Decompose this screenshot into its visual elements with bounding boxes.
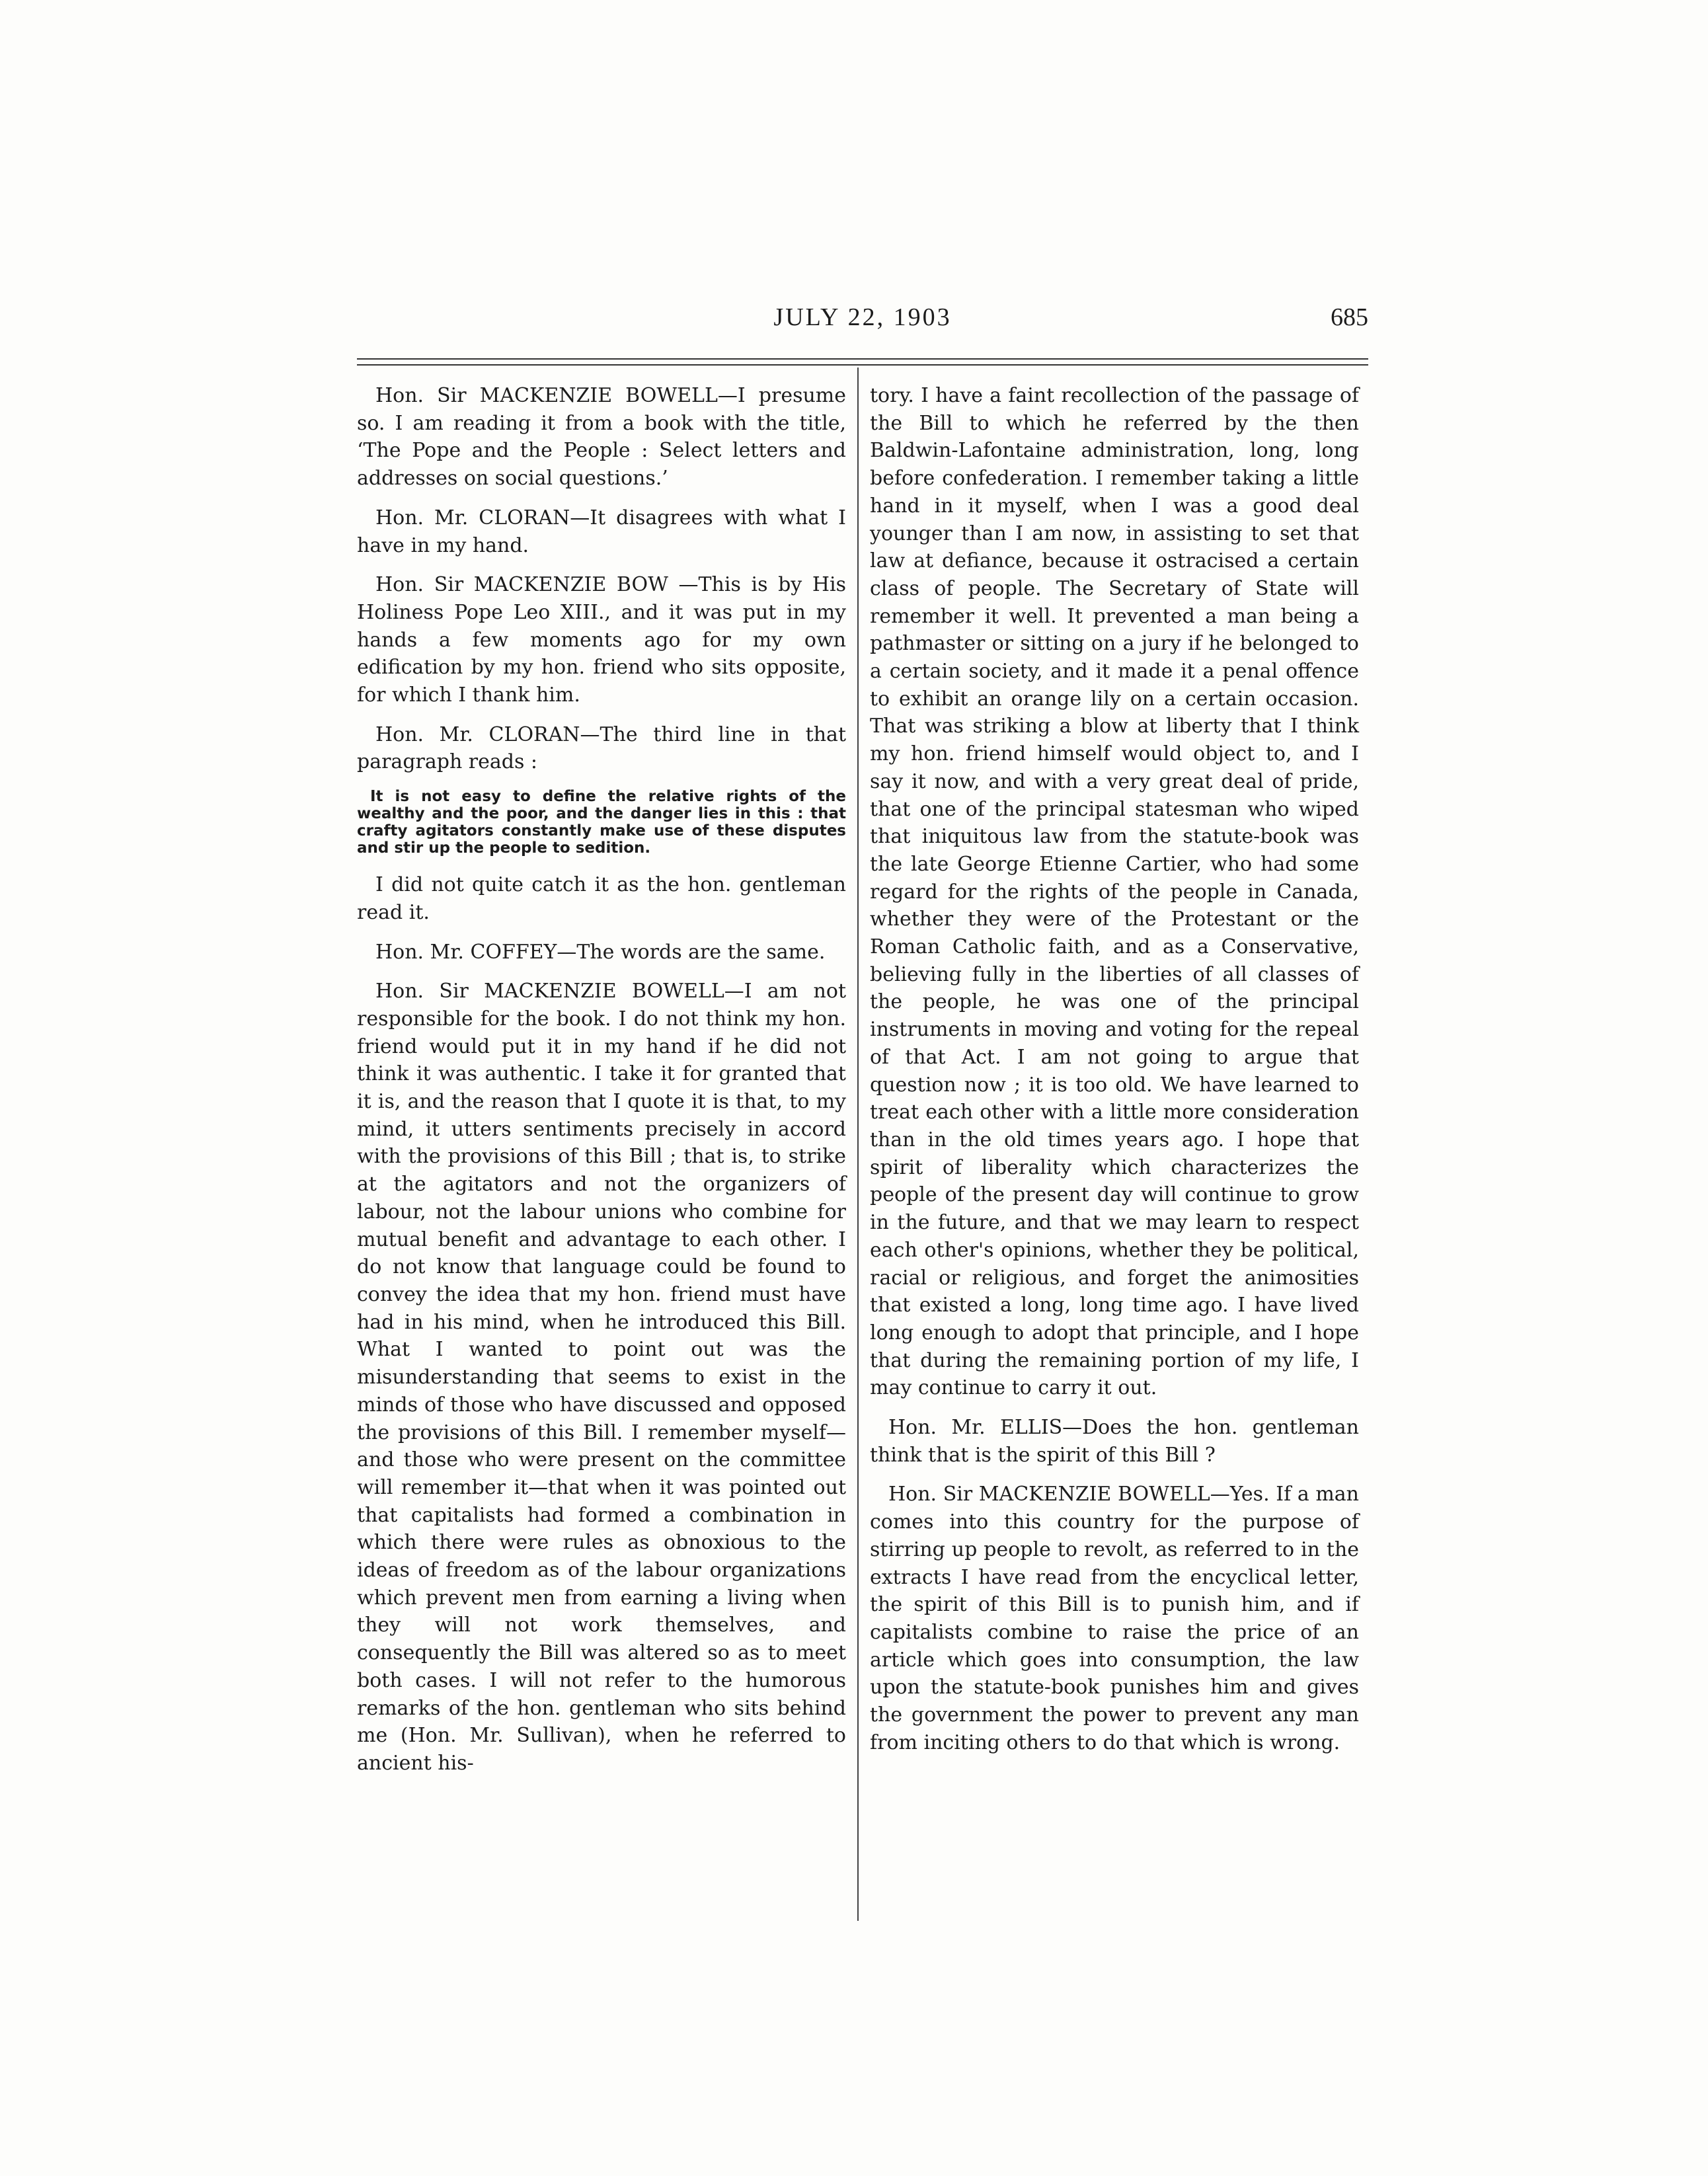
paragraph: Hon. Sir MACKENZIE BOWELL—Yes. If a man comes into this country for the purpose of stirring up people to revolt, as referred to in the extracts I have read from the encyclical letter, the spirit of this Bill is to punish him, and if capitalists combine to raise the price of an article which goes into consumption, the law upon the statute-book punishes him and gives the government the power to prevent any man from inciting others to do that which is wrong. [870, 1483, 1359, 1754]
page-header [357, 303, 1368, 342]
paragraph: Hon. Sir MACKENZIE BOWELL—I am not responsible for the book. I do not think my hon. friend would put it in my hand if he did not think it was authentic. I take it for granted that it is, and the reason that I quote it is that, to my mind, it utters sentiments precisely in accord with the provisions of this Bill ; that is, to strike at the agitators and not the organizers of labour, not the labour unions who combine for mutual benefit and advantage to each other. I do not know that language could be found to convey the idea that my hon. friend must have had in his mind, when he introduced this Bill. What I wanted to point out was the misunderstanding that seems to exist in the minds of those who have discussed and opposed the provisions of this Bill. I remember myself—and those who were present on the committee will remember it—that when it was pointed out that capitalists had formed a combination in which there were rules as obnoxious to the ideas of freedom as of the labour organizations which prevent men from earning a living when they will not work themselves, and consequently the Bill was altered so as to meet both cases. I will not refer to the humorous remarks of the hon. gentleman who sits behind me (Hon. Mr. Sullivan), when he referred to ancient his- [357, 980, 846, 1775]
right-column [870, 382, 1359, 1768]
paragraph: Hon. Mr. CLORAN—The third line in that paragraph reads : [357, 722, 846, 774]
header-rule-bottom [357, 364, 1368, 366]
left-column [357, 382, 846, 1789]
page-date: JULY 22, 1903 [773, 303, 952, 331]
page-number: 685 [1331, 303, 1368, 331]
paragraph: Hon. Sir MACKENZIE BOWELL—I presume so. I am reading it from a book with the title, ‘The Pope and the People : Select letters and addresses on social questions.’ [357, 384, 846, 490]
paragraph: Hon. Mr. ELLIS—Does the hon. gentleman think that is the spirit of this Bill ? [870, 1416, 1359, 1467]
paragraph: I did not quite catch it as the hon. gentleman read it. [357, 873, 846, 924]
header-rule-top [357, 358, 1368, 360]
paragraph-continued: tory. I have a faint recollection of the passage of the Bill to which he referred by the then Baldwin-Lafontaine administration, long, long before confederation. I remember taking a little hand in it myself, when I was a good deal younger than I am now, in assisting to set that law at defiance, because it ostracised a certain class of people. The Secretary of State will remember it well. It prevented a man being a pathmaster or sitting on a jury if he belonged to a certain society, and it made it a penal offence to exhibit an orange lily on a certain occasion. That was striking a blow at liberty that I think my hon. friend himself would object to, and I say it now, and with a very great deal of pride, that one of the principal statesman who wiped that iniquitous law from the statute-book was the late George Etienne Cartier, who had some regard for the rights of the people in Canada, whether they were of the Protestant or the Roman Catholic faith, and as a Conservative, believing fully in the liberties of all classes of the people, he was one of the principal instruments in moving and voting for the repeal of that Act. I am not going to argue that question now ; it is too old. We have learned to treat each other with a little more consideration than in the old times years ago. I hope that spirit of liberality which characterizes the people of the present day will continue to grow in the future, and that we may learn to respect each other's opinions, whether they be political, racial or religious, and forget the animosities that existed a long, long time ago. I have lived long enough to adopt that principle, and I hope that during the remaining portion of my life, I may continue to carry it out. [870, 384, 1359, 1400]
block-quote: It is not easy to define the relative rights of the wealthy and the poor, and the danger lies in this : that crafty agitators constantly make use of these disputes and stir up the people to sedition. [357, 788, 846, 857]
paragraph: Hon. Mr. CLORAN—It disagrees with what I have in my hand. [357, 506, 846, 557]
paragraph: Hon. Mr. COFFEY—The words are the same. [375, 940, 826, 964]
column-divider [857, 368, 859, 1921]
paragraph: Hon. Sir MACKENZIE BOW —This is by His Holiness Pope Leo XIII., and it was put in my hands a few moments ago for my own edification by my hon. friend who sits opposite, for which I thank him. [357, 573, 846, 707]
